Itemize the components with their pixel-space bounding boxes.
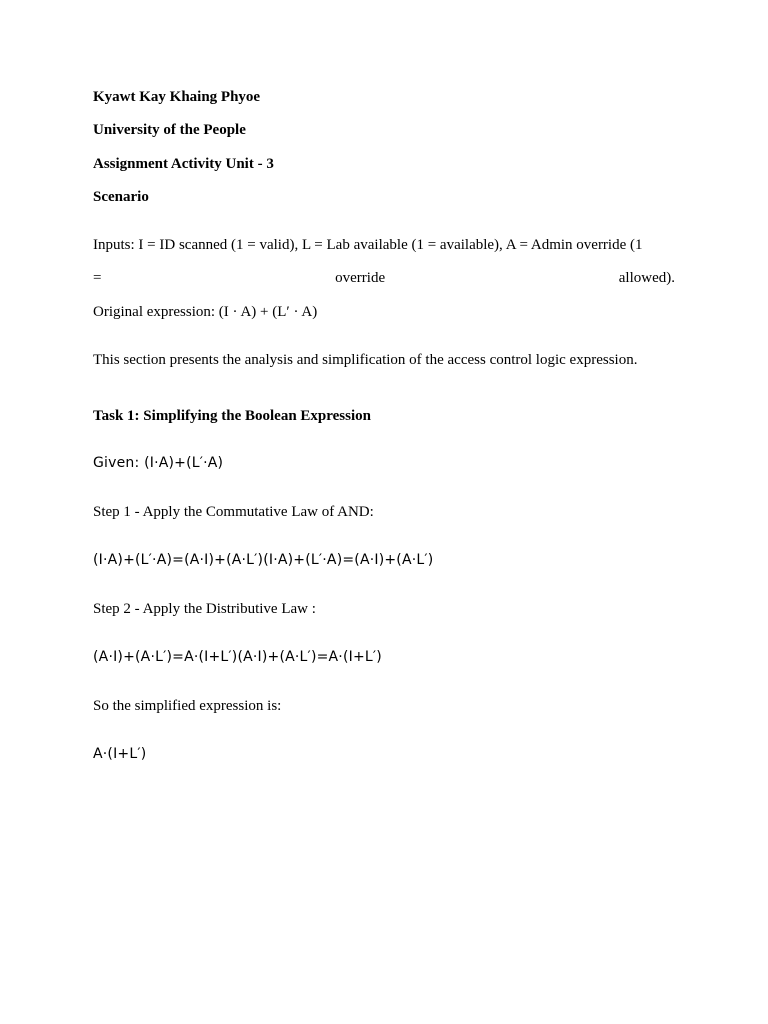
task1-heading: Task 1: Simplifying the Boolean Expression bbox=[93, 408, 371, 424]
section-heading-scenario: Scenario bbox=[93, 189, 149, 205]
author-name: Kyawt Kay Khaing Phyoe bbox=[93, 89, 261, 105]
step1-math: (I·A)+(L′·A)=(A·I)+(A·L′)(I·A)+(L′·A)=(A·I)+(A·L′) bbox=[93, 552, 434, 568]
original-expression: Original expression: (I · A) + (L′ · A) bbox=[93, 304, 318, 320]
step1-label: Step 1 - Apply the Commutative Law of AND: bbox=[93, 504, 374, 520]
inputs-line-1: Inputs: I = ID scanned (1 = valid), L = Lab available (1 = available), A = Admin override (1 bbox=[93, 237, 643, 253]
university-name: University of the People bbox=[93, 122, 246, 138]
result-math: A·(I+L′) bbox=[93, 746, 147, 762]
given-expression: Given: (I·A)+(L′·A) bbox=[93, 455, 224, 471]
inputs-line-2-allowed: allowed). bbox=[618, 270, 675, 286]
inputs-line-2-override: override bbox=[335, 270, 386, 286]
step2-math: (A·I)+(A·L′)=A·(I+L′)(A·I)+(A·L′)=A·(I+L′) bbox=[93, 649, 382, 665]
step2-label: Step 2 - Apply the Distributive Law : bbox=[93, 601, 316, 617]
intro-paragraph: This section presents the analysis and simplification of the access control logic expression. bbox=[93, 352, 638, 368]
result-label: So the simplified expression is: bbox=[93, 698, 282, 714]
inputs-line-2-equals: = bbox=[93, 270, 102, 286]
assignment-title: Assignment Activity Unit - 3 bbox=[93, 156, 274, 172]
inputs-line-2 bbox=[93, 269, 675, 287]
